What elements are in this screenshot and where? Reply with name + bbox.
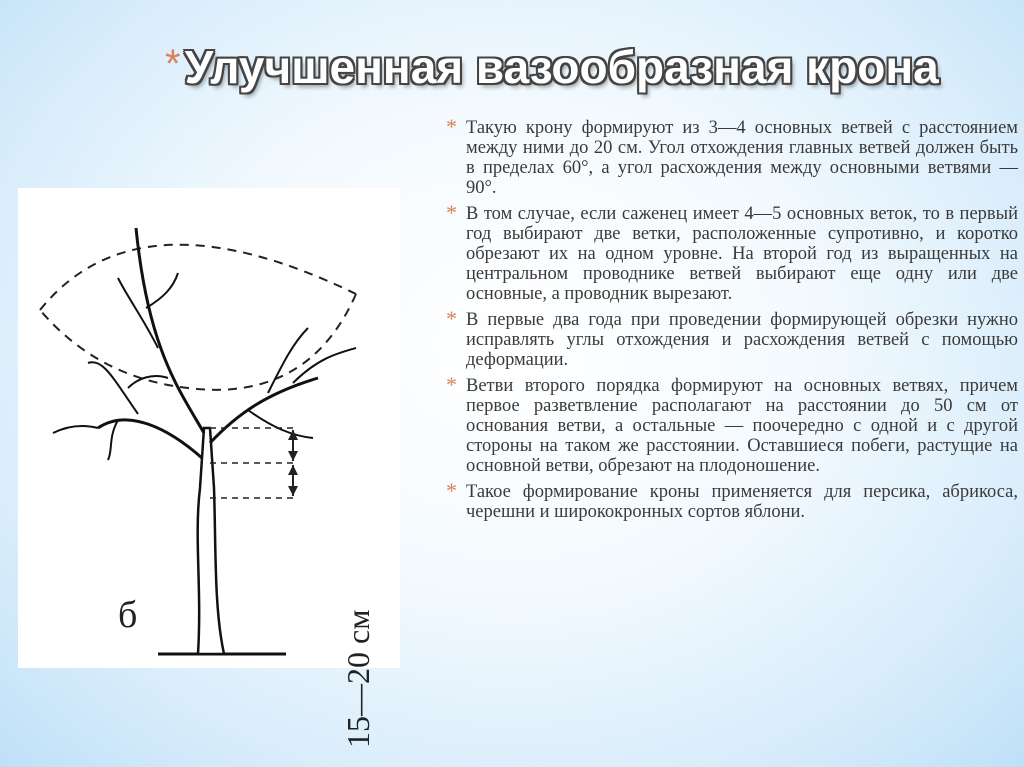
title-star-icon: * [165, 42, 181, 86]
slide-title-text: Улучшенная вазообразная крона [184, 41, 939, 93]
list-item [446, 114, 1018, 198]
branch-center-3 [146, 273, 178, 308]
dim-arrowhead-2a [288, 465, 298, 475]
bullet-star-icon: * [446, 114, 457, 139]
list-item [446, 478, 1018, 522]
branch-right [210, 378, 318, 443]
dim-arrowhead-2b [288, 486, 298, 496]
branch-left-3 [53, 426, 98, 433]
bullet-text: Такое формирование кроны применяется для персика, абрикоса, черешни и ширококронных сортов яблони. [466, 482, 1018, 522]
figure-letter: б [118, 594, 138, 636]
dim-arrowhead-1b [288, 451, 298, 461]
branch-center-2 [118, 278, 158, 348]
branch-right-3 [293, 348, 356, 383]
bullet-star-icon: * [446, 200, 457, 225]
branch-center-4 [128, 376, 168, 388]
dimension-label: 15—20 см [340, 609, 376, 748]
bullet-text: В первые два года при проведении формирующей обрезки нужно исправлять углы отхождения и расхождения ветвей с помощью деформации. [466, 310, 1018, 370]
tree-figure [18, 188, 400, 748]
list-item [446, 306, 1018, 370]
branch-right-4 [248, 410, 313, 438]
bullet-list [446, 114, 1018, 528]
bullet-star-icon: * [446, 306, 457, 331]
list-item [446, 372, 1018, 476]
bullet-text: Ветви второго порядка формируют на основных ветвях, причем первое разветвление располагают на расстоянии до 50 см от основания ветви, а остальные — поочередно с одной и с другой стороны на таком же расстоянии. Оставшиеся побеги, растущие на основной ветви, обрезают на плодоношение. [466, 376, 1018, 476]
dimension-label-box [322, 403, 402, 748]
list-item [446, 200, 1018, 304]
slide-title [165, 40, 1005, 94]
branch-left-4 [108, 420, 118, 460]
branch-left-2 [88, 362, 138, 414]
bullet-star-icon: * [446, 372, 457, 397]
tree-trunk [198, 428, 224, 654]
branch-center [136, 228, 204, 433]
crown-outline [40, 245, 356, 310]
branch-left [98, 420, 202, 458]
crown-outline-lower [40, 294, 356, 390]
bullet-star-icon: * [446, 478, 457, 503]
bullet-text: Такую крону формируют из 3—4 основных ветвей с расстоянием между ними до 20 см. Угол отхождения главных ветвей должен быть в пределах 60°, а угол расхождения между основными ветвями — 90°. [466, 118, 1018, 198]
bullet-text: В том случае, если саженец имеет 4—5 основных веток, то в первый год выбирают две ветки, расположенные супротивно, и коротко обрезают их на одном уровне. На второй год из выращенных на центральном проводнике ветвей выбирают еще одну или две основные, а проводник вырезают. [466, 204, 1018, 304]
